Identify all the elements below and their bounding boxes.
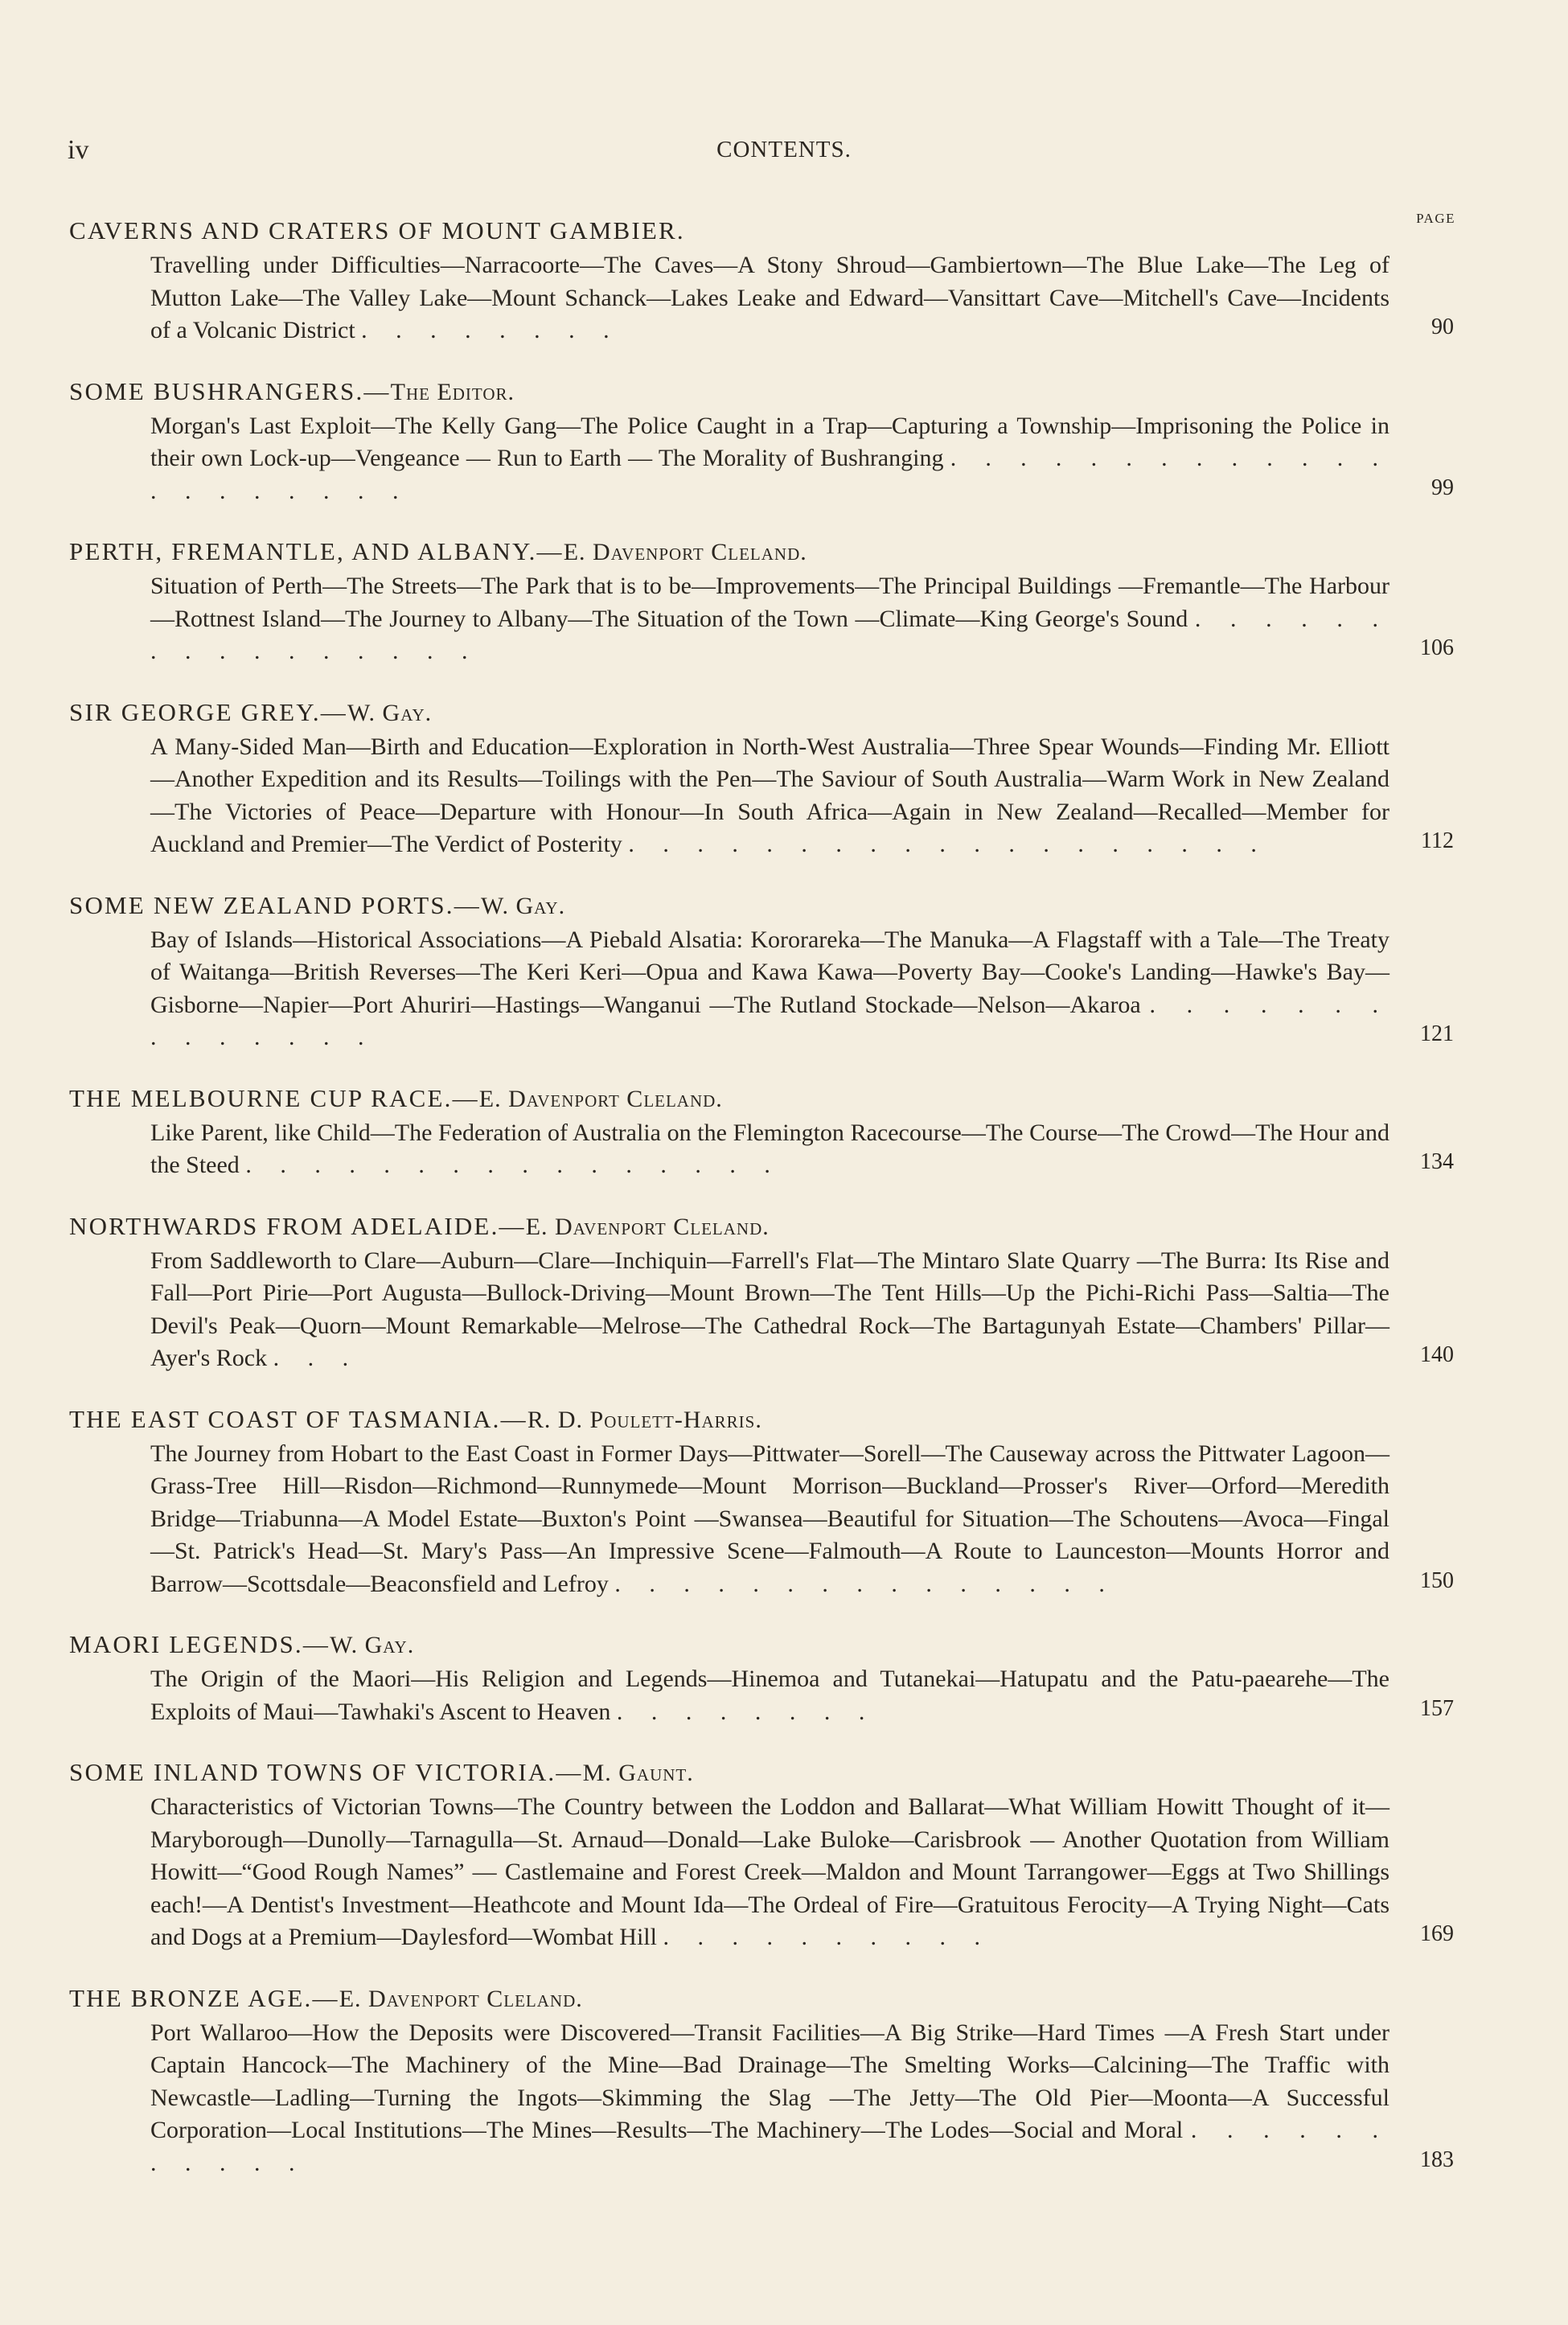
entry-author: The Editor. (390, 378, 515, 405)
entry-title: SIR GEORGE GREY.— (69, 697, 347, 726)
entry-page-number: 183 (1420, 2146, 1454, 2172)
entry-summary: Characteristics of Victorian Towns—The Country between the Loddon and Ballarat—What William Howitt Thought of it—Maryborough—Dunolly—Tarnagulla—St. Arnaud—Donald—Lake Buloke—Carisbrook — Another Quotation from William Howitt—“Good Rough Names” — Castlemaine and Forest Creek—Maldon and Mount Tarrangower—Eggs at Two Shillings each!—A Dentist's Investment—Heathcote and Mount Ida—The Ordeal of Fire—Gratuitous Ferocity—A Trying Night—Cats and Dogs at a Premium—Daylesford—Wombat Hill (150, 1793, 1389, 1950)
contents-entry (69, 695, 1455, 861)
contents-entry (69, 1402, 1455, 1601)
entry-title-line (69, 213, 1455, 249)
entry-author: R. D. Poulett-Harris. (527, 1406, 762, 1433)
entry-summary-block (150, 1245, 1454, 1375)
entry-summary-block (150, 410, 1454, 508)
entry-page-number: 90 (1431, 314, 1454, 339)
dot-leader: . . . . . . . . (361, 317, 621, 343)
entry-page-number: 99 (1431, 474, 1454, 500)
entry-summary: Travelling under Difficulties—Narracoorte—The Caves—A Stony Shroud—Gambiertown—The Blue Lake—The Leg of Mutton Lake—The Valley Lake—Mount Schanck—Lakes Leake and Edward—Vansittart Cave—Mitchell's Cave—Incidents of a Volcanic District (150, 252, 1389, 343)
entry-title: SOME INLAND TOWNS OF VICTORIA.— (69, 1758, 583, 1786)
entry-summary-block (150, 249, 1454, 347)
contents-list (69, 213, 1455, 2206)
entry-summary-block (150, 570, 1454, 668)
contents-entry (69, 1627, 1455, 1728)
entry-title-line (69, 534, 1455, 570)
entry-title-line (69, 888, 1455, 924)
entry-title: CAVERNS AND CRATERS OF MOUNT GAMBIER. (69, 216, 685, 244)
entry-summary: Morgan's Last Exploit—The Kelly Gang—The Police Caught in a Trap—Capturing a Township—Imprisoning the Police in their own Lock-up—Vengeance — Run to Earth — The Morality of Bushranging (150, 412, 1389, 471)
entry-author: W. Gay. (480, 892, 566, 919)
entry-summary-block (150, 731, 1454, 861)
contents-entry (69, 1209, 1455, 1375)
entry-summary: The Origin of the Maori—His Religion and Legends—Hinemoa and Tutanekai—Hatupatu and the Patu-paearehe—The Exploits of Maui—Tawhaki's Ascent to Heaven (150, 1666, 1389, 1725)
entry-summary: Situation of Perth—The Streets—The Park that is to be—Improvements—The Principal Buildings —Fremantle—The Harbour—Rottnest Island—The Journey to Albany—The Situation of the Town —Climate—King George's Sound (150, 573, 1389, 632)
entry-summary-block (150, 924, 1454, 1054)
entry-title: THE EAST COAST OF TASMANIA.— (69, 1404, 527, 1433)
entry-summary-block (150, 1791, 1454, 1954)
entry-author: W. Gay. (347, 699, 433, 726)
dot-leader: . . . . . . . . . . . . . . . . . . . (628, 831, 1268, 857)
entry-summary: Port Wallaroo—How the Deposits were Discovered—Transit Facilities—A Big Strike—Hard Times —A Fresh Start under Captain Hancock—The Machinery of the Mine—Bad Drainage—The Smelting Works—Calcining—The Traffic with Newcastle—Ladling—Turning the Ingots—Skimming the Slag —The Jetty—The Old Pier—Moonta—A Successful Corporation—Local Institutions—The Mines—Results—The Machinery—The Lodes—Social and Moral (150, 2019, 1389, 2143)
page-number: iv (68, 135, 89, 165)
entry-summary-block (150, 1438, 1454, 1601)
dot-leader: . . . . . . . . . . . . . . . (614, 1570, 1116, 1597)
entry-title-line (69, 695, 1455, 731)
page-column-label: PAGE (1416, 211, 1455, 226)
contents-entry (69, 1755, 1455, 1954)
contents-entry (69, 374, 1455, 508)
dot-leader: . . . (273, 1345, 360, 1371)
entry-page-number: 106 (1420, 635, 1454, 660)
entry-author: E. Davenport Cleland. (478, 1085, 723, 1112)
entry-author: W. Gay. (330, 1632, 415, 1658)
entry-summary: The Journey from Hobart to the East Coast in Former Days—Pittwater—Sorell—The Causeway across the Pittwater Lagoon—Grass-Tree Hill—Risdon—Richmond—Runnymede—Mount Morrison—Buckland—Prosser's River—Orford—Meredith Bridge—Triabunna—A Model Estate—Buxton's Point —Swansea—Beautiful for Situation—The Schoutens—Avoca—Fingal—St. Patrick's Head—St. Mary's Pass—An Impressive Scene—Falmouth—A Route to Launceston—Mounts Horror and Barrow—Scottsdale—Beaconsfield and Lefroy (150, 1440, 1389, 1597)
dot-leader: . . . . . . . . . . . . . . . . (245, 1152, 782, 1178)
entry-author: E. Davenport Cleland. (525, 1213, 770, 1240)
entry-summary-block (150, 1117, 1454, 1182)
entry-title-line (69, 1209, 1455, 1245)
dot-leader: . . . . . . . . . . . . . . . . . . . . . (150, 445, 1390, 504)
entry-page-number: 121 (1420, 1021, 1454, 1046)
running-title: CONTENTS. (716, 137, 852, 162)
entry-author: E. Davenport Cleland. (563, 539, 807, 565)
contents-entry (69, 1981, 1455, 2180)
entry-summary: A Many-Sided Man—Birth and Education—Exploration in North-West Australia—Three Spear Wounds—Finding Mr. Elliott—Another Expedition and its Results—Toilings with the Pen—The Saviour of South Australia—Warm Work in New Zealand—The Victories of Peace—Departure with Honour—In South Africa—Again in New Zealand—Recalled—Member for Auckland and Premier—The Verdict of Posterity (150, 733, 1389, 857)
entry-author: M. Gaunt. (582, 1760, 694, 1786)
dot-leader: . . . . . . . . . . . . . . (150, 991, 1390, 1050)
entry-title: NORTHWARDS FROM ADELAIDE.— (69, 1211, 526, 1240)
dot-leader: . . . . . . . . (616, 1698, 876, 1725)
entry-title-line (69, 1627, 1455, 1663)
entry-author: E. Davenport Cleland. (339, 1985, 583, 2012)
entry-title: THE BRONZE AGE.— (69, 1983, 339, 2012)
entry-title-line (69, 1981, 1455, 2017)
dot-leader: . . . . . . . . . . . (150, 2117, 1390, 2176)
entry-summary: From Saddleworth to Clare—Auburn—Clare—Inchiquin—Farrell's Flat—The Mintaro Slate Quarry —The Burra: Its Rise and Fall—Port Pirie—Port Augusta—Bullock-Driving—Mount Brown—The Tent Hills—Up the Pichi-Richi Pass—Saltia—The Devil's Peak—Quorn—Mount Remarkable—Melrose—The Cathedral Rock—The Bartagunyah Estate—Chambers' Pillar—Ayer's Rock (150, 1247, 1389, 1371)
entry-summary-block (150, 1663, 1454, 1728)
entry-title: SOME NEW ZEALAND PORTS.— (69, 890, 481, 919)
entry-page-number: 140 (1420, 1342, 1454, 1367)
contents-entry (69, 888, 1455, 1054)
entry-summary: Bay of Islands—Historical Associations—A Piebald Alsatia: Kororareka—The Manuka—A Flagstaff with a Tale—The Treaty of Waitanga—British Reverses—The Keri Keri—Opua and Kawa Kawa—Poverty Bay—Cooke's Landing—Hawke's Bay—Gisborne—Napier—Port Ahuriri—Hastings—Wanganui —The Rutland Stockade—Nelson—Akaroa (150, 926, 1389, 1018)
entry-title: SOME BUSHRANGERS.— (69, 376, 391, 405)
entry-summary-block (150, 2017, 1454, 2180)
entry-title-line (69, 1081, 1455, 1117)
entry-title: THE MELBOURNE CUP RACE.— (69, 1083, 479, 1112)
entry-page-number: 134 (1420, 1149, 1454, 1174)
dot-leader: . . . . . . . . . . (663, 1924, 991, 1950)
entry-title-line (69, 1402, 1455, 1438)
entry-page-number: 150 (1420, 1567, 1454, 1593)
entry-title: MAORI LEGENDS.— (69, 1630, 330, 1658)
entry-page-number: 112 (1421, 828, 1454, 853)
entry-title-line (69, 374, 1455, 410)
entry-title: PERTH, FREMANTLE, AND ALBANY.— (69, 537, 564, 565)
entry-title-line (69, 1755, 1455, 1791)
dot-leader: . . . . . . . . . . . . . . . . (150, 605, 1390, 664)
entry-summary: Like Parent, like Child—The Federation of Australia on the Flemington Racecourse—The Course—The Crowd—The Hour and the Steed (150, 1119, 1389, 1178)
contents-entry (69, 534, 1455, 668)
entry-page-number: 169 (1420, 1921, 1454, 1946)
contents-entry (69, 1081, 1455, 1182)
contents-entry (69, 213, 1455, 347)
entry-page-number: 157 (1420, 1695, 1454, 1721)
